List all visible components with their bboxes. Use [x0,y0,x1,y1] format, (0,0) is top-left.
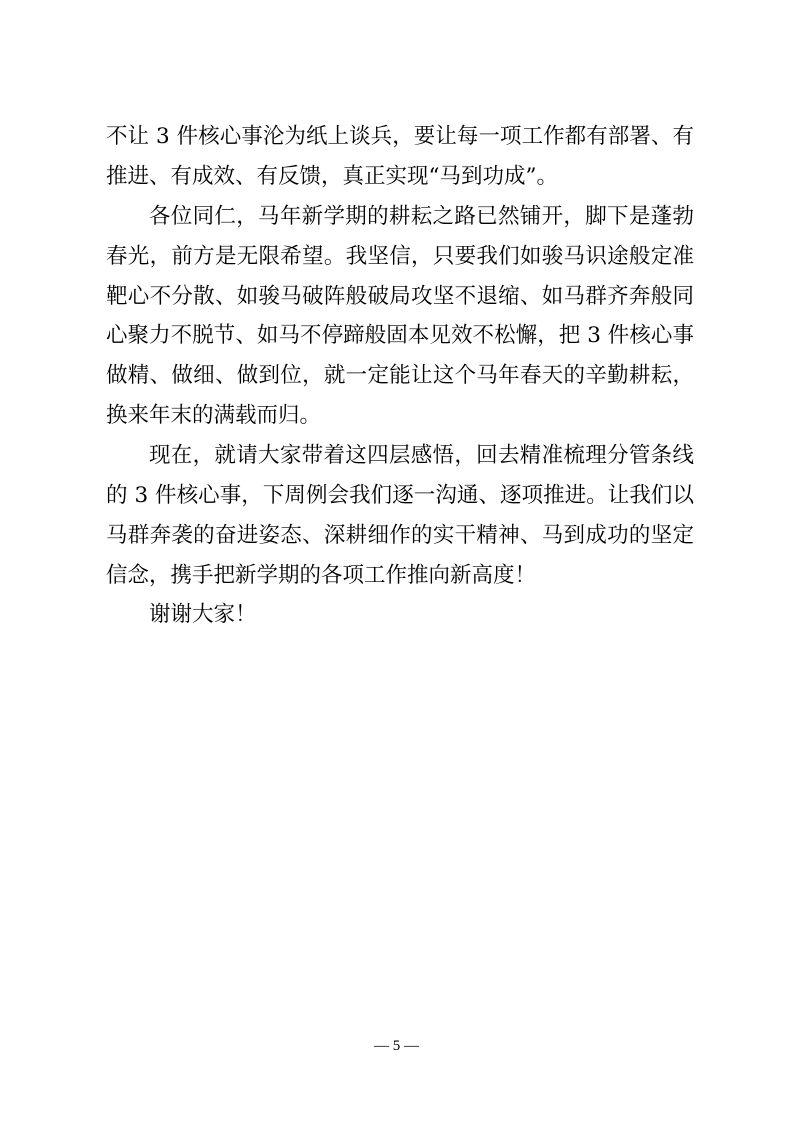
paragraph-line: 不让 3 件核心事沦为纸上谈兵，要让每一项工作都有部署、有 [106,124,694,149]
paragraph-line: 信念，携手把新学期的各项工作推向新高度！ [106,563,537,588]
paragraph-line: 心聚力不脱节、如马不停蹄般固本见效不松懈，把 3 件核心事 [106,323,694,348]
paragraph-line: 推进、有成效、有反馈，真正实现“马到功成”。 [106,164,558,189]
closing-line: 谢谢大家！ [149,602,257,627]
paragraph-line: 换来年末的满载而归。 [106,403,322,428]
paragraph-line: 现在，就请大家带着这四层感悟，回去精准梳理分管条线 [149,443,694,468]
page-number: — 5 — [374,1038,419,1054]
paragraph-line: 春光，前方是无限希望。我坚信，只要我们如骏马识途般定准 [106,244,694,269]
paragraph-line: 马群奔袭的奋进姿态、深耕细作的实干精神、马到成功的坚定 [106,523,694,548]
paragraph-line: 靶心不分散、如骏马破阵般破局攻坚不退缩、如马群齐奔般同 [106,284,694,309]
paragraph-line: 的 3 件核心事，下周例会我们逐一沟通、逐项推进。让我们以 [106,483,694,508]
paragraph-line: 各位同仁，马年新学期的耕耘之路已然铺开，脚下是蓬勃 [149,204,694,229]
paragraph-line: 做精、做细、做到位，就一定能让这个马年春天的辛勤耕耘， [106,363,694,388]
